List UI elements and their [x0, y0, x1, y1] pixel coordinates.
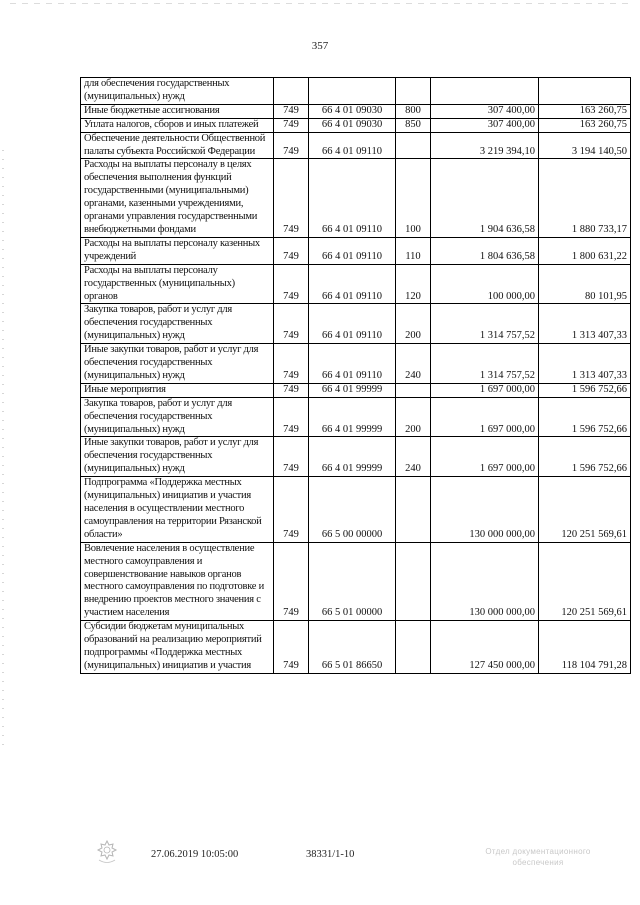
- cell-expense-type: 240: [396, 437, 431, 477]
- table-row: [81, 397, 631, 437]
- cell-target-article: 66 4 01 99999: [309, 383, 396, 397]
- page-number: 357: [311, 40, 329, 52]
- cell-name: Расходы на выплаты персоналу казенных учреждений: [81, 237, 274, 264]
- cell-planned-amount: 130 000 000,00: [431, 477, 539, 543]
- cell-expense-type: [396, 132, 431, 159]
- cell-expense-type: 850: [396, 118, 431, 132]
- cell-code: 749: [274, 159, 309, 237]
- cell-planned-amount: 127 450 000,00: [431, 621, 539, 674]
- table-row: [81, 542, 631, 620]
- cell-code: 749: [274, 304, 309, 344]
- scan-edge-rule: [10, 3, 630, 4]
- cell-target-article: 66 4 01 09110: [309, 132, 396, 159]
- department-stamp: [448, 846, 628, 868]
- table-row: [81, 477, 631, 543]
- cell-executed-amount: 1 313 407,33: [539, 304, 631, 344]
- cell-code: 749: [274, 397, 309, 437]
- cell-code: [274, 78, 309, 105]
- footer-timestamp: 27.06.2019 10:05:00: [151, 849, 239, 860]
- cell-target-article: 66 4 01 99999: [309, 437, 396, 477]
- cell-name: Иные мероприятия: [81, 383, 274, 397]
- footer-doc-number: 38331/1-10: [306, 849, 355, 860]
- cell-code: 749: [274, 237, 309, 264]
- cell-executed-amount: 1 800 631,22: [539, 237, 631, 264]
- cell-name: Вовлечение населения в осуществление местного самоуправления и совершенствование навыков органов местного самоуправления по подготовке и внедрению проектов местного значения с участием населения: [81, 542, 274, 620]
- cell-executed-amount: 1 596 752,66: [539, 383, 631, 397]
- cell-planned-amount: 3 219 394,10: [431, 132, 539, 159]
- cell-name: для обеспечения государственных (муниципальных) нужд: [81, 78, 274, 105]
- cell-expense-type: 200: [396, 397, 431, 437]
- cell-name: Иные закупки товаров, работ и услуг для обеспечения государственных (муниципальных) нужд: [81, 437, 274, 477]
- cell-target-article: [309, 78, 396, 105]
- table-row: [81, 437, 631, 477]
- cell-expense-type: 110: [396, 237, 431, 264]
- cell-executed-amount: 3 194 140,50: [539, 132, 631, 159]
- cell-expense-type: [396, 542, 431, 620]
- table-row: [81, 237, 631, 264]
- cell-target-article: 66 4 01 09110: [309, 159, 396, 237]
- cell-target-article: 66 5 01 86650: [309, 621, 396, 674]
- cell-name: Уплата налогов, сборов и иных платежей: [81, 118, 274, 132]
- cell-planned-amount: 307 400,00: [431, 118, 539, 132]
- cell-code: 749: [274, 477, 309, 543]
- cell-expense-type: 200: [396, 304, 431, 344]
- stamp-line-1: Отдел документационного: [485, 847, 591, 856]
- cell-planned-amount: 1 804 636,58: [431, 237, 539, 264]
- cell-code: 749: [274, 437, 309, 477]
- cell-name: Закупка товаров, работ и услуг для обеспечения государственных (муниципальных) нужд: [81, 397, 274, 437]
- cell-target-article: 66 5 01 00000: [309, 542, 396, 620]
- cell-code: 749: [274, 118, 309, 132]
- cell-target-article: 66 4 01 09110: [309, 264, 396, 304]
- cell-expense-type: [396, 78, 431, 105]
- cell-target-article: 66 4 01 09030: [309, 104, 396, 118]
- table-row: [81, 104, 631, 118]
- cell-expense-type: 120: [396, 264, 431, 304]
- cell-planned-amount: 1 697 000,00: [431, 383, 539, 397]
- table-row: [81, 264, 631, 304]
- cell-executed-amount: 1 880 733,17: [539, 159, 631, 237]
- cell-name: Расходы на выплаты персоналу государственных (муниципальных) органов: [81, 264, 274, 304]
- cell-code: 749: [274, 104, 309, 118]
- budget-table: [80, 77, 631, 674]
- cell-name: Субсидии бюджетам муниципальных образований на реализацию мероприятий подпрограммы «Поддержка местных (муниципальных) инициатив и участия: [81, 621, 274, 674]
- cell-executed-amount: [539, 78, 631, 105]
- cell-expense-type: 240: [396, 344, 431, 384]
- table-row: [81, 304, 631, 344]
- cell-executed-amount: 163 260,75: [539, 104, 631, 118]
- cell-expense-type: 100: [396, 159, 431, 237]
- cell-executed-amount: 1 596 752,66: [539, 437, 631, 477]
- cell-expense-type: [396, 621, 431, 674]
- cell-executed-amount: 118 104 791,28: [539, 621, 631, 674]
- cell-target-article: 66 4 01 09030: [309, 118, 396, 132]
- cell-target-article: 66 5 00 00000: [309, 477, 396, 543]
- cell-planned-amount: [431, 78, 539, 105]
- cell-executed-amount: 120 251 569,61: [539, 542, 631, 620]
- cell-executed-amount: 120 251 569,61: [539, 477, 631, 543]
- cell-code: 749: [274, 383, 309, 397]
- cell-code: 749: [274, 264, 309, 304]
- table-row: [81, 344, 631, 384]
- cell-executed-amount: 163 260,75: [539, 118, 631, 132]
- cell-code: 749: [274, 621, 309, 674]
- cell-code: 749: [274, 132, 309, 159]
- cell-target-article: 66 4 01 09110: [309, 344, 396, 384]
- cell-planned-amount: 307 400,00: [431, 104, 539, 118]
- cell-planned-amount: 1 904 636,58: [431, 159, 539, 237]
- cell-name: Подпрограмма «Поддержка местных (муниципальных) инициатив и участия населения в осуществлении местного самоуправления на территории Рязанской области»: [81, 477, 274, 543]
- scan-edge-dots: [2, 150, 4, 750]
- cell-name: Иные закупки товаров, работ и услуг для обеспечения государственных (муниципальных) нужд: [81, 344, 274, 384]
- stamp-line-2: обеспечения: [512, 858, 564, 867]
- cell-code: 749: [274, 344, 309, 384]
- cell-planned-amount: 100 000,00: [431, 264, 539, 304]
- cell-code: 749: [274, 542, 309, 620]
- cell-executed-amount: 1 313 407,33: [539, 344, 631, 384]
- table-row: [81, 621, 631, 674]
- cell-planned-amount: 1 697 000,00: [431, 437, 539, 477]
- cell-executed-amount: 80 101,95: [539, 264, 631, 304]
- table-row: [81, 132, 631, 159]
- cell-target-article: 66 4 01 99999: [309, 397, 396, 437]
- cell-planned-amount: 1 314 757,52: [431, 304, 539, 344]
- cell-expense-type: 800: [396, 104, 431, 118]
- cell-target-article: 66 4 01 09110: [309, 304, 396, 344]
- cell-expense-type: [396, 477, 431, 543]
- cell-name: Обеспечение деятельности Общественной палаты субъекта Российской Федерации: [81, 132, 274, 159]
- cell-expense-type: [396, 383, 431, 397]
- cell-name: Расходы на выплаты персоналу в целях обеспечения выполнения функций государственными (муниципальными) органами, казенными учреждениями, органами управления государственными внебюджетными фондами: [81, 159, 274, 237]
- budget-table-body: [81, 78, 631, 674]
- cell-name: Закупка товаров, работ и услуг для обеспечения государственных (муниципальных) нужд: [81, 304, 274, 344]
- cell-planned-amount: 1 697 000,00: [431, 397, 539, 437]
- cell-target-article: 66 4 01 09110: [309, 237, 396, 264]
- cell-planned-amount: 130 000 000,00: [431, 542, 539, 620]
- table-row: [81, 118, 631, 132]
- cell-planned-amount: 1 314 757,52: [431, 344, 539, 384]
- cell-name: Иные бюджетные ассигнования: [81, 104, 274, 118]
- table-row: [81, 383, 631, 397]
- table-row: [81, 159, 631, 237]
- cell-executed-amount: 1 596 752,66: [539, 397, 631, 437]
- table-row: [81, 78, 631, 105]
